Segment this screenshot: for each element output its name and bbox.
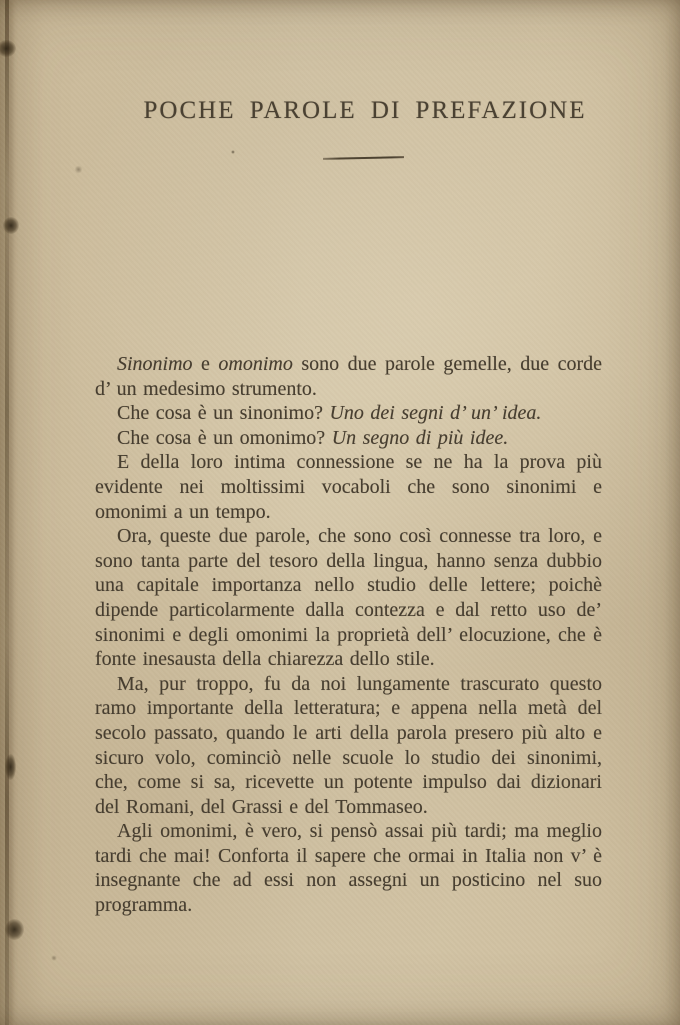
stitch-hole-stain [5, 919, 24, 940]
page-title: POCHE PAROLE DI PREFAZIONE [143, 97, 587, 124]
ink-speck [51, 955, 57, 961]
italic-answer: Uno dei segni d’ un’ idea. [329, 402, 542, 425]
italic-term: omonimo [218, 353, 293, 375]
paragraph [95, 672, 602, 820]
text-run: E della loro intima connessione se ne ha la prova più evidente nei moltissimi vocaboli che sono sinonimi e omonimi a un tempo. [95, 451, 602, 523]
preface-text [95, 352, 602, 918]
italic-answer: Un segno di più idee. [331, 426, 509, 449]
paragraph [95, 524, 602, 672]
paragraph [95, 352, 602, 401]
stitch-hole-stain [3, 217, 19, 234]
ink-speck [231, 150, 235, 154]
ink-speck [75, 165, 82, 174]
text-run: sono due parole gemelle, due corde d’ un medesimo strumento. [95, 353, 602, 400]
text-run: Agli omonimi, è vero, si pensò assai più tardi; ma meglio tardi che mai! Conforta il sapere che ormai in Italia non v’ è insegnante che ad essi non assegni un posticino nel suo programma. [95, 820, 602, 917]
text-run: Che cosa è un omonimo? [117, 426, 332, 449]
text-run: Ma, pur troppo, fu da noi lungamente trascurato questo ramo importante della letteratura; e appena nella metà del secolo passato, quando le arti della parola presero più alto e sicuro volo, cominciò nelle scuole lo studio dei sinonimi, che, come si sa, ricevette un potente impulso dai dizionari del Romani, del Grassi e del Tommaseo. [95, 672, 602, 818]
paragraph [95, 401, 602, 426]
text-run: Che cosa è un sinonimo? [117, 402, 330, 425]
paragraph [95, 819, 602, 917]
paragraph [95, 426, 602, 451]
stitch-hole-stain [5, 754, 16, 780]
italic-term: Sinonimo [117, 353, 193, 375]
text-run: e [192, 353, 219, 375]
section-divider-rule [323, 156, 404, 160]
text-run: Ora, queste due parole, che sono così connesse tra loro, e sono tanta parte del tesoro della lingua, hanno senza dubbio una capitale importanza nello studio delle lettere; poichè dipende particolarmente dalla contezza e dal retto uso de’ sinonimi e degli omonimi la proprietà dell’ elocuzione, che è fonte inesausta della chiarezza dello stile. [95, 525, 602, 671]
binding-crease [5, 0, 9, 1025]
stitch-hole-stain [0, 40, 16, 57]
paragraph [95, 450, 602, 524]
